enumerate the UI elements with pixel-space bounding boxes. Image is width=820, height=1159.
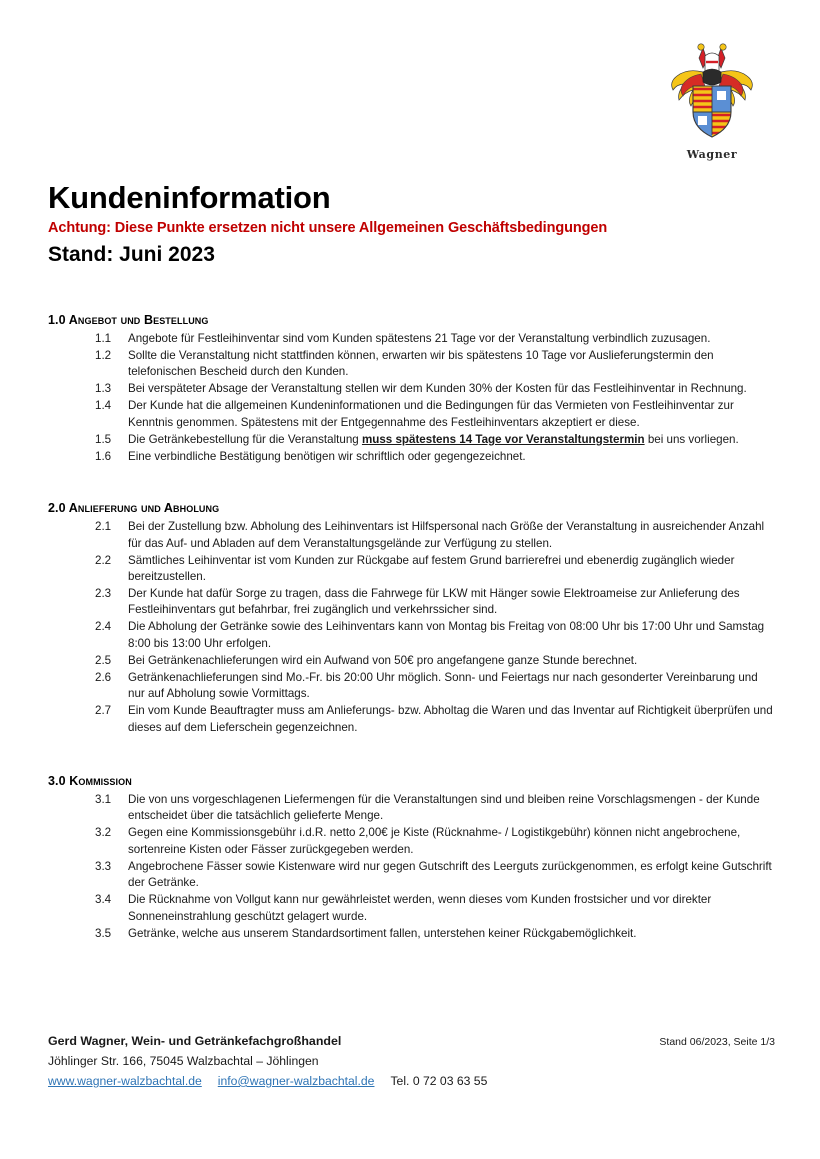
list-item — [48, 653, 775, 669]
item-number: 1.5 — [95, 432, 112, 446]
section-1-number: 1.0 — [48, 313, 66, 327]
item-number: 3.4 — [95, 893, 112, 907]
list-item — [48, 825, 775, 858]
website-link[interactable]: www.wagner-walzbachtal.de — [48, 1073, 202, 1088]
item-number: 2.6 — [95, 670, 112, 684]
item-text: Bei verspäteter Absage der Veranstaltung stellen wir dem Kunden 30% der Kosten für das Festleihinventar in Rechnung. — [128, 382, 747, 396]
item-number: 3.5 — [95, 926, 112, 940]
section-3-title: Kommission — [69, 774, 132, 789]
list-item — [48, 619, 775, 652]
document-body — [48, 313, 775, 943]
page-title: Kundeninformation — [48, 180, 331, 215]
coat-of-arms-icon — [663, 42, 761, 147]
list-item — [48, 586, 775, 619]
footer-contact-row — [48, 1072, 775, 1091]
footer-revision-and-page: Stand 06/2023, Seite 1/3 — [659, 1036, 775, 1048]
item-number: 3.1 — [95, 793, 112, 807]
item-number: 2.2 — [95, 553, 112, 567]
item-text: Der Kunde hat dafür Sorge zu tragen, dass die Fahrwege für LKW mit Hänger sowie Elektroameise zur Anlieferung des Festleihinventars gut befahrbar, frei zugänglich und verkehrssicher sind. — [128, 586, 740, 617]
item-text: Ein vom Kunde Beauftragter muss am Anlieferungs- bzw. Abholtag die Waren und das Inventar auf Richtigkeit überprüfen und dieses auf dem Lieferschein gegenzeichnen. — [128, 704, 773, 734]
list-item — [48, 449, 775, 465]
list-item — [48, 381, 775, 397]
section-spacer — [48, 758, 775, 774]
item-number: 3.2 — [95, 826, 112, 840]
item-text — [128, 432, 775, 448]
item-number: 1.6 — [95, 449, 112, 463]
item-text: Sollte die Veranstaltung nicht stattfinden können, erwarten wir bis spätestens 10 Tage vor Auslieferungstermin den telefonischen Bescheid durch den Kunden. — [128, 348, 714, 379]
list-item — [48, 331, 775, 347]
item-number: 1.3 — [95, 382, 112, 396]
item-text: Bei Getränkenachlieferungen wird ein Aufwand von 50€ pro angefangene ganze Stunde berechnet. — [128, 653, 638, 667]
item-text: Die Abholung der Getränke sowie des Leihinventars kann von Montag bis Freitag von 08:00 Uhr bis 17:00 Uhr und Samstag 8:00 bis 13:00 Uhr erfolgen. — [128, 620, 765, 650]
logo-wordmark: Wagner — [686, 148, 738, 161]
item-text: Die von uns vorgeschlagenen Liefermengen für die Veranstaltungen sind und bleiben reine Vorschlagsmengen - der Kunde entscheidet über die tatsächlich gelieferte Menge. — [128, 793, 760, 823]
list-item — [48, 519, 775, 552]
item-text: Angebrochene Fässer sowie Kistenware wird nur gegen Gutschrift des Leerguts zurückgenommen, es erfolgt keine Gutschrift der Getränke. — [128, 859, 772, 890]
list-item — [48, 553, 775, 586]
item-text: Der Kunde hat die allgemeinen Kundeninformationen und die Bedingungen für das Vermieten von Festleihinventar zur Kenntnis genommen. Spätestens mit der Entgegennahme des Festleihinventars akzeptiert er diese. — [128, 399, 734, 429]
list-item — [48, 670, 775, 703]
item-number: 1.2 — [95, 348, 112, 362]
item-text: Gegen eine Kommissionsgebühr i.d.R. netto 2,00€ je Kiste (Rücknahme- / Logistikgebühr) können nicht angebrochene, sortenreine Kisten oder Fässer zurückgegeben werden. — [128, 826, 741, 856]
footer-address: Jöhlinger Str. 166, 75045 Walzbachtal – Jöhlingen — [48, 1053, 319, 1068]
section-2-title: Anlieferung und Abholung — [68, 501, 220, 516]
section-1-heading — [48, 313, 775, 327]
item-text: Angebote für Festleihinventar sind vom Kunden spätestens 21 Tage vor der Veranstaltung verbindlich zuzusagen. — [128, 332, 711, 345]
section-2-items — [48, 519, 775, 736]
section-3-heading — [48, 774, 775, 788]
section-2-number: 2.0 — [48, 501, 66, 516]
item-emphasis: muss spätestens 14 Tage vor Veranstaltungstermin — [361, 432, 645, 446]
list-item — [48, 703, 775, 736]
section-2-heading — [48, 501, 775, 515]
item-text: Die Rücknahme von Vollgut kann nur gewährleistet werden, wenn dieses vom Kunden frostsicher und vor direkter Sonneneinstrahlung geschützt gelagert wurde. — [128, 893, 712, 923]
footer-company-name: Gerd Wagner, Wein- und Getränkefachgroßhandel — [48, 1034, 342, 1048]
item-number: 1.4 — [95, 399, 112, 413]
item-text: Eine verbindliche Bestätigung benötigen wir schriftlich oder gegengezeichnet. — [128, 449, 526, 463]
revision-date: Stand: Juni 2023 — [48, 242, 215, 266]
warning-subtitle: Achtung: Diese Punkte ersetzen nicht unsere Allgemeinen Geschäftsbedingungen — [48, 219, 608, 236]
section-3-items — [48, 792, 775, 942]
email-link[interactable]: info@wagner-walzbachtal.de — [217, 1073, 375, 1088]
section-2 — [48, 501, 775, 736]
item-number: 3.3 — [95, 859, 112, 873]
item-number: 2.7 — [95, 704, 112, 718]
item-text-after: bei uns vorliegen. — [644, 432, 739, 446]
section-3-number: 3.0 — [48, 774, 66, 789]
list-item — [48, 398, 775, 431]
list-item — [48, 926, 775, 942]
item-number: 2.4 — [95, 620, 112, 634]
page-footer — [48, 1032, 775, 1091]
item-text: Sämtliches Leihinventar ist vom Kunden zur Rückgabe auf festem Grund barrierefrei und ebenerdig zugänglich wieder bereitzustellen. — [128, 553, 735, 583]
item-text: Bei der Zustellung bzw. Abholung des Leihinventars ist Hilfspersonal nach Größe der Veranstaltung in ausreichender Anzahl für das Auf- und Abladen auf dem Veranstaltungsgelände zur Verfügung zu stellen. — [128, 520, 765, 550]
section-3 — [48, 774, 775, 942]
company-logo — [656, 42, 768, 161]
item-text-before: Die Getränkebestellung für die Veranstaltung — [128, 432, 362, 446]
list-item — [48, 859, 775, 892]
item-number: 2.5 — [95, 653, 112, 667]
item-text: Getränkenachlieferungen sind Mo.-Fr. bis 20:00 Uhr möglich. Sonn- und Feiertags nur nach gesonderter Vereinbarung und nur auf Abholung sowie Vormittags. — [128, 670, 758, 701]
section-1-items — [48, 331, 775, 465]
list-item — [48, 432, 775, 448]
footer-top-row — [48, 1032, 775, 1052]
section-spacer — [48, 487, 775, 501]
section-1-title: Angebot und Bestellung — [68, 313, 209, 327]
title-block — [48, 182, 775, 266]
item-number: 1.1 — [95, 332, 112, 345]
item-number: 2.1 — [95, 520, 112, 534]
list-item — [48, 792, 775, 825]
item-text: Getränke, welche aus unserem Standardsortiment fallen, unterstehen keiner Rückgabemöglichkeit. — [128, 926, 637, 940]
section-1 — [48, 313, 775, 465]
list-item — [48, 892, 775, 925]
phone-number: Tel. 0 72 03 63 55 — [390, 1073, 488, 1088]
list-item — [48, 348, 775, 381]
item-number: 2.3 — [95, 586, 112, 600]
